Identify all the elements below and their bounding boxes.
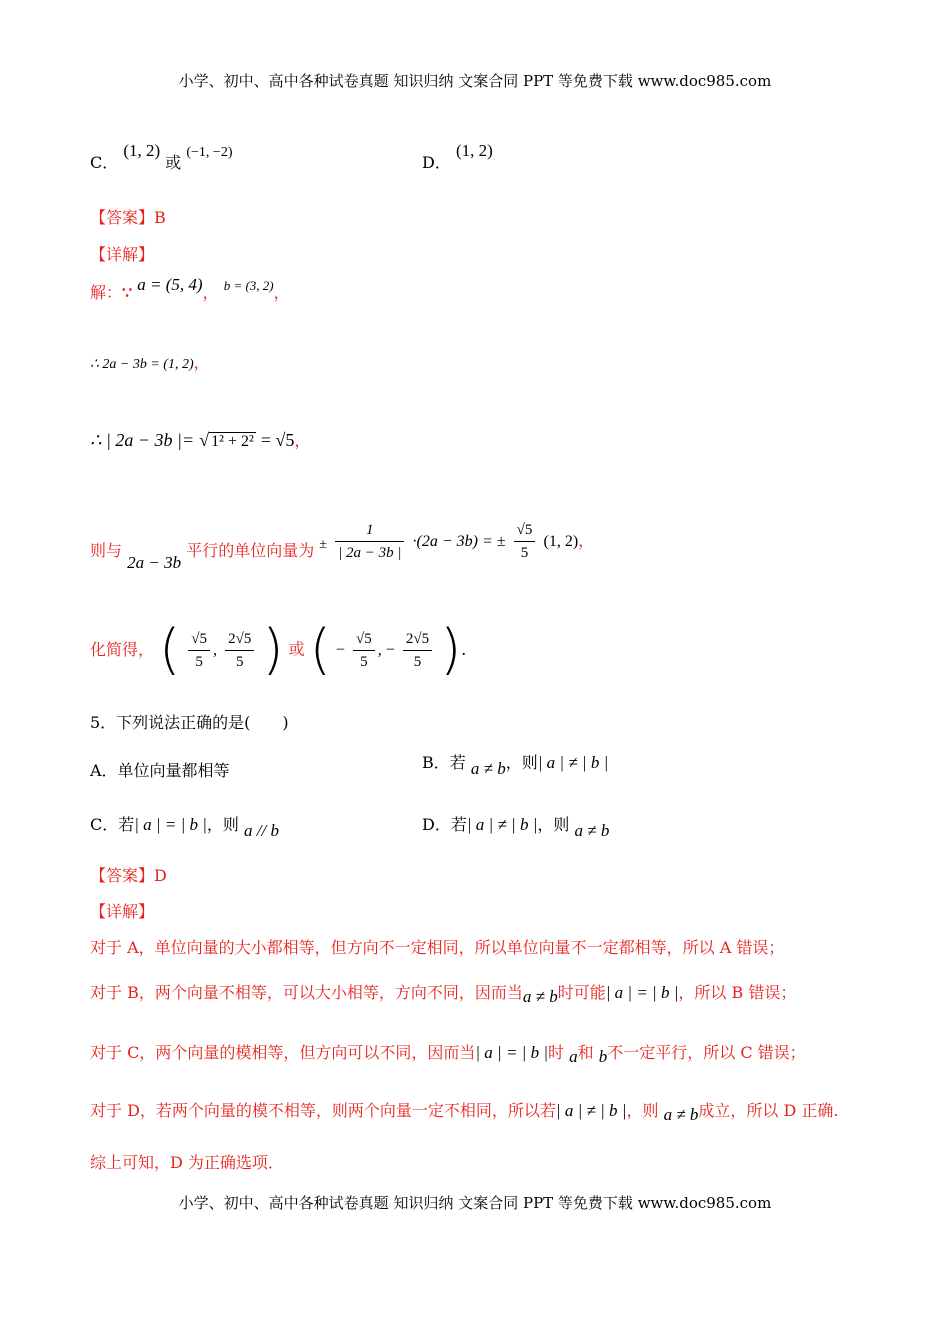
- option-b-label: B．若: [422, 753, 466, 772]
- explain-b-math-2: | a | = | b |: [605, 983, 679, 1002]
- option-d-label: D．: [422, 153, 451, 172]
- option-c5-result: a // b: [244, 821, 279, 840]
- explain-c-and: 和: [577, 1043, 594, 1062]
- unit-fraction-num: 1: [335, 520, 404, 542]
- q4-solution-given: [90, 275, 290, 303]
- page-footer: 小学、初中、高中各种试卷真题 知识归纳 文案合同 PPT 等免费下载 www.doc985.com: [178, 1194, 772, 1212]
- q5-conclusion: 综上可知，D 为正确选项．: [90, 1153, 284, 1172]
- option-c5-condition: | a | = | b |: [134, 815, 207, 834]
- unit-dot-expr: ·(2a − 3b) = ±: [412, 533, 506, 550]
- explain-c-a: a: [569, 1047, 578, 1066]
- positive-y: [225, 629, 254, 672]
- q4-unit-vector-line: [90, 512, 594, 572]
- unit-vector-expr: 2a − 3b: [127, 553, 182, 572]
- unit-mid-text: 平行的单位向量为: [186, 541, 315, 560]
- positive-x-den: 5: [195, 653, 203, 670]
- explain-d-post: 成立，所以 D 正确.: [698, 1101, 839, 1120]
- comma-3: ，: [193, 353, 210, 372]
- negative-x-den: 5: [360, 653, 368, 670]
- option-d5-then: ，则: [537, 815, 570, 834]
- negative-x: [353, 629, 375, 672]
- unit-fraction-den: | 2a − 3b |: [338, 545, 402, 561]
- q5-explain-d: [90, 1098, 839, 1124]
- difference-equation: ∴ 2a − 3b = (1, 2): [90, 357, 194, 372]
- unit-tail: (1, 2): [543, 533, 579, 550]
- negative-y-num: 2√5: [403, 629, 432, 651]
- because-symbol: ∵: [122, 283, 133, 302]
- q4-option-d: [422, 141, 493, 173]
- comma-1: ，: [202, 283, 219, 302]
- unit-fraction: [335, 520, 404, 563]
- explain-c-math: | a | = | b |: [475, 1043, 549, 1062]
- q5-detail-heading: 【详解】: [90, 902, 155, 921]
- q4-answer: 【答案】B: [90, 208, 166, 227]
- q4-therefore-difference: [90, 350, 210, 373]
- explain-d-math-2: a ≠ b: [663, 1105, 699, 1124]
- vector-a-value: a = (5, 4): [137, 275, 203, 294]
- comma-5: ，: [578, 531, 595, 550]
- option-b-then: ，则: [505, 753, 538, 772]
- positive-y-num: 2√5: [225, 629, 254, 651]
- q4-therefore-magnitude: ∴ | 2a − 3b |= √ 1² + 2² = √5，: [90, 430, 311, 450]
- vector-b-value: b = (3, 2): [223, 278, 274, 293]
- comma-2: ，: [273, 283, 290, 302]
- option-c-value-1: (1, 2): [123, 141, 161, 160]
- option-d5-condition: | a | ≠ | b |: [466, 815, 538, 834]
- explain-b-math-1: a ≠ b: [522, 987, 558, 1006]
- q5-option-a: A．单位向量都相等: [90, 761, 230, 780]
- option-c5-label: C．若: [90, 815, 135, 834]
- q5-stem: 5．下列说法正确的是( ): [90, 713, 289, 732]
- simplified-or: 或: [288, 639, 305, 659]
- solution-intro: 解：: [90, 283, 123, 302]
- negative-x-num: √5: [353, 629, 375, 651]
- q4-simplified-line: 化简得， ( $\frac{√5}{5}$ , $\frac{2√5}{5}$ ) 或 ( − $\frac{√5}{5}$ , − $\frac{2√5}{5}$ )．: [90, 618, 478, 681]
- negative-y-den: 5: [413, 653, 422, 670]
- option-c5-then: ，则: [206, 815, 239, 834]
- explain-c-b: b: [598, 1047, 608, 1066]
- option-b-result: | a | ≠ | b |: [537, 753, 609, 772]
- q5-option-c: [90, 812, 279, 840]
- explain-c-when: 时: [548, 1043, 565, 1062]
- explain-d-pre: 对于 D，若两个向量的模不相等，则两个向量一定不相同，所以若: [90, 1101, 556, 1120]
- option-d-value: (1, 2): [455, 141, 493, 160]
- sqrt5-den: 5: [520, 545, 529, 561]
- explain-b-post: ，所以 B 错误；: [678, 983, 797, 1002]
- unit-intro: 则与: [90, 541, 123, 560]
- explain-b-pre: 对于 B，两个向量不相等，可以大小相等，方向不同，因而当: [90, 983, 523, 1002]
- explain-b-mid: 时可能: [557, 983, 606, 1002]
- plus-minus-1: ±: [319, 537, 327, 552]
- explain-d-math-1: | a | ≠ | b |: [555, 1101, 627, 1120]
- q4-option-c: [90, 141, 233, 173]
- negative-y: [403, 629, 432, 672]
- positive-x-num: √5: [188, 629, 210, 651]
- q5-option-d: [422, 812, 610, 840]
- magnitude-radicand: 1² + 2²: [211, 433, 254, 450]
- simplified-period: ．: [461, 639, 478, 659]
- option-b-condition: a ≠ b: [470, 759, 506, 778]
- option-d5-label: D．若: [422, 815, 467, 834]
- q4-detail-heading: 【详解】: [90, 245, 155, 264]
- sqrt5-over-5: [514, 520, 536, 563]
- q5-option-b: [422, 750, 609, 778]
- q5-answer: 【答案】D: [90, 866, 167, 885]
- sqrt5-num: √5: [514, 520, 536, 542]
- explain-d-mid: ，则: [626, 1101, 659, 1120]
- option-d5-result: a ≠ b: [574, 821, 610, 840]
- option-c-label: C．: [90, 153, 119, 172]
- magnitude-result: = √5: [260, 430, 295, 450]
- simplified-intro: 化简得，: [90, 639, 155, 659]
- magnitude-lhs: ∴ | 2a − 3b |=: [90, 430, 195, 450]
- positive-x: [188, 629, 210, 672]
- positive-y-den: 5: [235, 653, 244, 670]
- option-c-or: 或: [165, 153, 182, 172]
- q5-explain-a: 对于 A，单位向量的大小都相等，但方向不一定相同，所以单位向量不一定都相等，所以 A 错误；: [90, 938, 785, 957]
- q5-explain-b: [90, 980, 797, 1006]
- comma-4: ，: [294, 431, 311, 450]
- page-header: 小学、初中、高中各种试卷真题 知识归纳 文案合同 PPT 等免费下载 www.doc985.com: [178, 72, 772, 90]
- option-c-value-2: (−1, −2): [186, 145, 233, 160]
- explain-c-pre: 对于 C，两个向量的模相等，但方向可以不同，因而当: [90, 1043, 476, 1062]
- explain-c-post: 不一定平行，所以 C 错误；: [607, 1043, 806, 1062]
- q5-explain-c: [90, 1040, 806, 1066]
